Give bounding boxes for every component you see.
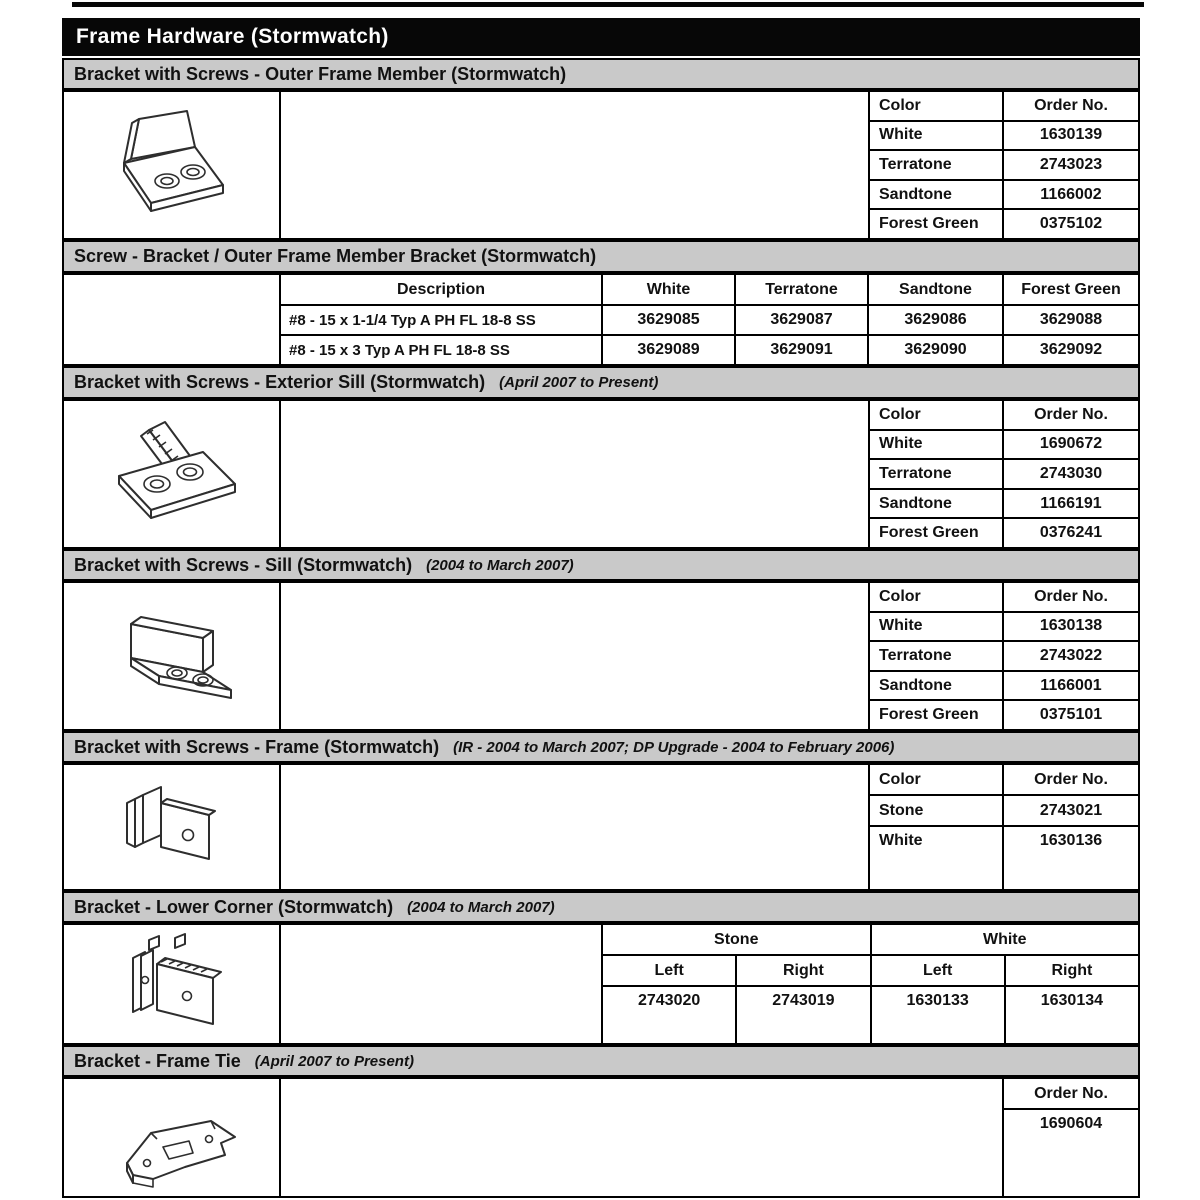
color-column-header: Color: [870, 765, 1002, 794]
order-cell: 3629091: [736, 336, 867, 364]
order-no-table: [1002, 1077, 1140, 1198]
section-bar-screw: [62, 240, 1140, 273]
order-cell: 3629086: [869, 306, 1002, 334]
description-cell: #8 - 15 x 3 Typ A PH FL 18-8 SS: [281, 336, 601, 364]
section-heading: Bracket with Screws - Exterior Sill (Stormwatch): [74, 372, 486, 392]
order-cell: 2743023: [1004, 151, 1138, 179]
order-cell: 2743021: [1004, 796, 1138, 825]
section-date-qualifier: (IR - 2004 to March 2007; DP Upgrade - 2004 to February 2006): [453, 738, 895, 756]
order-cell: 3629090: [869, 336, 1002, 364]
section-heading: Bracket - Frame Tie: [74, 1050, 241, 1071]
exterior-sill-bracket-icon: [64, 401, 279, 547]
order-cell: 3629088: [1004, 306, 1138, 334]
color-cell: Stone: [870, 796, 1002, 825]
cell-divider: [279, 1077, 281, 1198]
section-content-frame: [62, 763, 1140, 891]
section-heading: Bracket with Screws - Frame (Stormwatch): [74, 736, 440, 757]
section-bar-sill: [62, 549, 1140, 581]
order-cell: 1166002: [1004, 181, 1138, 209]
color-cell: White: [870, 613, 1002, 641]
cell-divider: [279, 90, 281, 240]
section-content-exterior-sill: [62, 399, 1140, 549]
order-cell: 1630136: [1004, 827, 1138, 889]
color-cell: White: [870, 431, 1002, 459]
section-content-screw: [62, 273, 1140, 366]
color-cell: Terratone: [870, 460, 1002, 488]
order-column-header: Order No.: [1004, 1079, 1138, 1108]
section-bar-frame: [62, 731, 1140, 763]
order-cell: 0375101: [1004, 701, 1138, 729]
left-column-header: Left: [603, 956, 735, 985]
section-date-qualifier: (2004 to March 2007): [407, 898, 555, 916]
color-cell: Sandtone: [870, 181, 1002, 209]
section-content-frame-tie: [62, 1077, 1140, 1198]
color-cell: Terratone: [870, 151, 1002, 179]
color-column-header: Color: [870, 92, 1002, 120]
description-column-header: Description: [281, 275, 601, 304]
section-content-sill: [62, 581, 1140, 731]
order-cell: 2743020: [603, 987, 735, 1043]
order-column-header: Order No.: [1004, 401, 1138, 429]
white-column-header: White: [603, 275, 734, 304]
order-column-header: Order No.: [1004, 583, 1138, 611]
order-cell: 2743022: [1004, 642, 1138, 670]
section-bar-exterior-sill: [62, 366, 1140, 399]
terratone-column-header: Terratone: [736, 275, 867, 304]
color-cell: Forest Green: [870, 701, 1002, 729]
order-column-header: Order No.: [1004, 765, 1138, 794]
section-bar-lower-corner: [62, 891, 1140, 923]
lower-corner-table: [601, 923, 1140, 1045]
order-cell: 1690672: [1004, 431, 1138, 459]
hardware-table: [62, 0, 1140, 1200]
order-cell: 0376241: [1004, 519, 1138, 547]
page-title: Frame Hardware (Stormwatch): [76, 25, 389, 48]
order-cell: 1630134: [1006, 987, 1138, 1043]
cell-divider: [279, 581, 281, 731]
order-cell: 2743030: [1004, 460, 1138, 488]
section-heading: Bracket with Screws - Outer Frame Member (Stormwatch): [74, 63, 567, 84]
color-cell: Forest Green: [870, 519, 1002, 547]
right-column-header: Right: [1006, 956, 1138, 985]
section-date-qualifier: (April 2007 to Present): [499, 374, 659, 391]
order-cell: 1166001: [1004, 672, 1138, 700]
order-cell: 1630133: [872, 987, 1004, 1043]
white-group-header: White: [872, 925, 1139, 954]
page-title-bar: [62, 18, 1140, 56]
order-cell: 3629089: [603, 336, 734, 364]
section-content-outer-frame: [62, 90, 1140, 240]
description-cell: #8 - 15 x 1-1/4 Typ A PH FL 18-8 SS: [281, 306, 601, 334]
frame-bracket-icon: [64, 765, 279, 889]
cell-divider: [279, 763, 281, 891]
order-column-header: Order No.: [1004, 92, 1138, 120]
color-column-header: Color: [870, 401, 1002, 429]
section-bar-outer-frame: [62, 58, 1140, 90]
sandtone-column-header: Sandtone: [869, 275, 1002, 304]
section-heading: Bracket - Lower Corner (Stormwatch): [74, 896, 394, 917]
order-cell: 2743019: [737, 987, 869, 1043]
frame-tie-bracket-icon: [64, 1079, 279, 1196]
section-date-qualifier: (April 2007 to Present): [254, 1052, 414, 1070]
order-cell: 1630138: [1004, 613, 1138, 641]
section-heading: Screw - Bracket / Outer Frame Member Bracket (Stormwatch): [74, 246, 597, 266]
order-cell: 1166191: [1004, 490, 1138, 518]
forest-green-column-header: Forest Green: [1004, 275, 1138, 304]
sill-bracket-icon: [64, 583, 279, 729]
right-column-header: Right: [737, 956, 869, 985]
color-cell: Terratone: [870, 642, 1002, 670]
section-content-lower-corner: [62, 923, 1140, 1045]
order-cell: 1690604: [1004, 1110, 1138, 1196]
color-cell: White: [870, 122, 1002, 150]
left-column-header: Left: [872, 956, 1004, 985]
section-bar-frame-tie: [62, 1045, 1140, 1077]
color-order-table: [868, 399, 1140, 549]
color-cell: Sandtone: [870, 672, 1002, 700]
order-cell: 3629085: [603, 306, 734, 334]
section-heading: Bracket with Screws - Sill (Stormwatch): [74, 554, 413, 575]
stone-group-header: Stone: [603, 925, 870, 954]
screw-table: [279, 273, 1140, 366]
color-order-table: [868, 763, 1140, 891]
color-cell: White: [870, 827, 1002, 889]
cell-divider: [279, 923, 281, 1045]
color-order-table: [868, 581, 1140, 731]
order-cell: 3629092: [1004, 336, 1138, 364]
color-cell: Sandtone: [870, 490, 1002, 518]
order-cell: 1630139: [1004, 122, 1138, 150]
outer-frame-member-bracket-icon: [64, 92, 279, 238]
order-cell: 3629087: [736, 306, 867, 334]
cell-divider: [279, 399, 281, 549]
color-order-table: [868, 90, 1140, 240]
color-column-header: Color: [870, 583, 1002, 611]
color-cell: Forest Green: [870, 210, 1002, 238]
order-cell: 0375102: [1004, 210, 1138, 238]
section-date-qualifier: (2004 to March 2007): [426, 556, 574, 574]
lower-corner-bracket-icon: [64, 925, 279, 1043]
